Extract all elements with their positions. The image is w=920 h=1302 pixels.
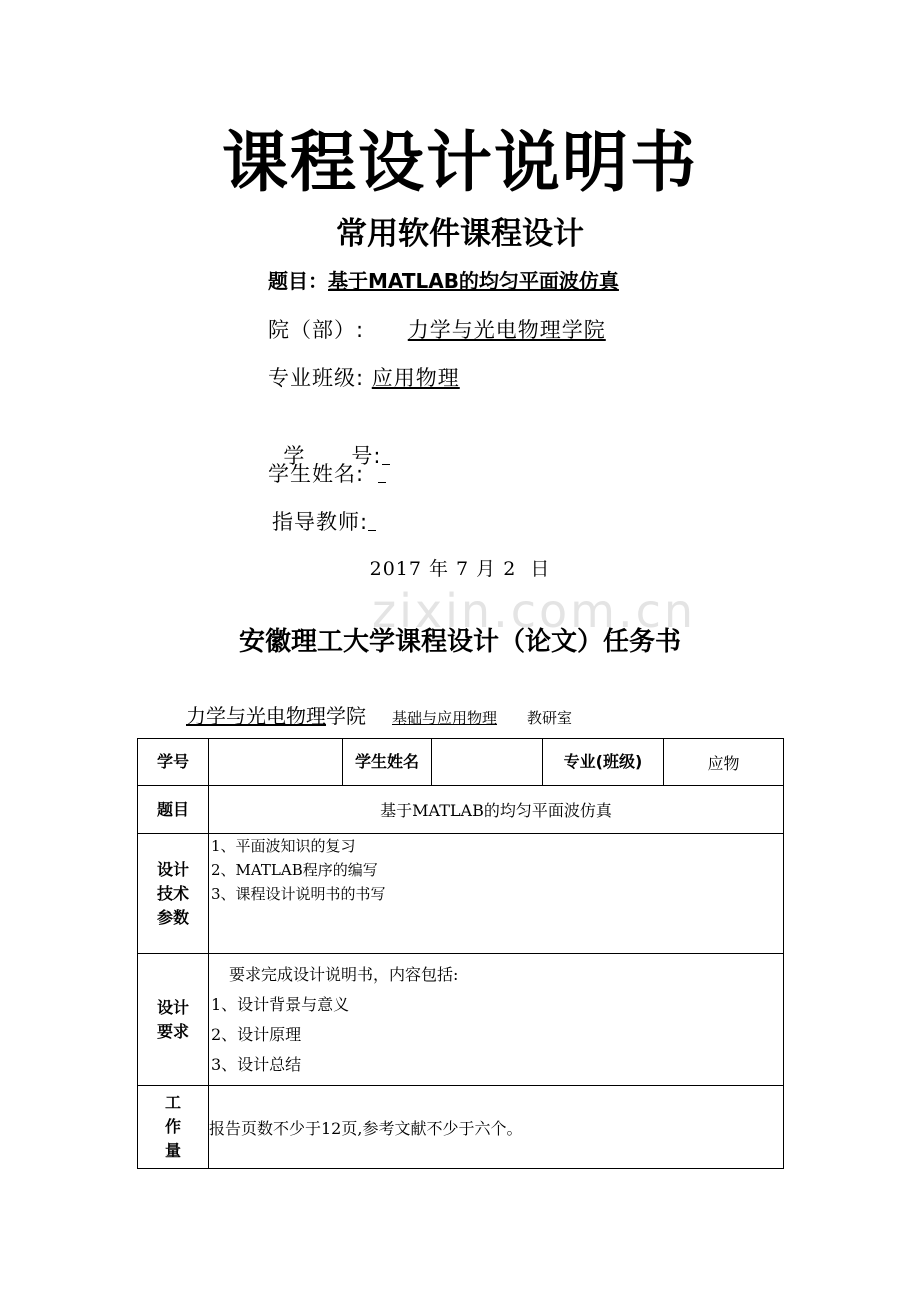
table-row bbox=[138, 786, 784, 834]
department-row bbox=[268, 315, 606, 345]
workload-header-line: 量 bbox=[164, 1141, 181, 1160]
topic-header: 题目 bbox=[138, 786, 209, 834]
office-suffix: 教研室 bbox=[527, 709, 573, 727]
teacher-blank[interactable] bbox=[368, 510, 376, 531]
course-name: 常用软件课程设计 bbox=[336, 216, 584, 252]
task-book-title: 安徽理工大学课程设计（论文）任务书 bbox=[238, 627, 681, 657]
watermark: zixin.com.cn bbox=[372, 584, 697, 638]
student-name-cell[interactable] bbox=[432, 739, 543, 786]
list-item: 3、设计总结 bbox=[211, 1054, 302, 1074]
student-id-header: 学号 bbox=[138, 739, 209, 786]
table-row bbox=[138, 1086, 784, 1169]
department-value: 力学与光电物理学院 bbox=[407, 318, 606, 342]
requirements-header bbox=[138, 954, 209, 1086]
params-header-line: 参数 bbox=[156, 907, 189, 927]
teacher-label: 指导教师: bbox=[272, 510, 369, 534]
document-date: 2017 年 7 月 2 日 bbox=[369, 558, 551, 580]
student-name-blank[interactable] bbox=[378, 462, 386, 483]
requirements-intro: 要求完成设计说明书，内容包括: bbox=[229, 964, 459, 984]
teacher-row bbox=[272, 507, 376, 537]
major-header: 专业(班级) bbox=[543, 739, 664, 786]
class-label: 专业班级: bbox=[268, 366, 365, 390]
department-line bbox=[186, 701, 572, 733]
student-name-header: 学生姓名 bbox=[343, 739, 432, 786]
topic-label: 题目： bbox=[268, 269, 328, 293]
table-row bbox=[138, 834, 784, 954]
requirements-cell bbox=[209, 954, 784, 1086]
list-item: 2、设计原理 bbox=[211, 1024, 302, 1044]
params-header-line: 技术 bbox=[156, 883, 189, 903]
list-item: 2、MATLAB程序的编写 bbox=[211, 861, 378, 879]
college-name: 力学与光电物理 bbox=[186, 704, 326, 728]
workload-header-line: 工 bbox=[164, 1093, 181, 1112]
topic-line bbox=[268, 266, 619, 296]
params-cell bbox=[209, 834, 784, 954]
params-header-line: 设计 bbox=[156, 859, 189, 879]
workload-header-line: 作 bbox=[164, 1117, 181, 1136]
table-row bbox=[138, 954, 784, 1086]
document-title: 课程设计说明书 bbox=[222, 124, 698, 201]
list-item: 3、课程设计说明书的书写 bbox=[211, 885, 386, 903]
department-label: 院（部）: bbox=[268, 318, 365, 342]
table-row bbox=[138, 739, 784, 786]
topic-cell: 基于MATLAB的均匀平面波仿真 bbox=[209, 786, 784, 834]
workload-cell: 报告页数不少于12页,参考文献不少于六个。 bbox=[209, 1086, 784, 1169]
topic-value: 基于MATLAB的均匀平面波仿真 bbox=[328, 269, 619, 293]
student-name-label: 学生姓名: bbox=[268, 462, 365, 486]
list-item: 1、设计背景与意义 bbox=[211, 994, 350, 1014]
student-id-cell[interactable] bbox=[209, 739, 343, 786]
requirements-header-line: 要求 bbox=[156, 1021, 189, 1041]
class-value: 应用物理 bbox=[371, 366, 460, 390]
list-item: 1、平面波知识的复习 bbox=[211, 837, 356, 855]
workload-header bbox=[138, 1086, 209, 1169]
major-cell: 应物 bbox=[664, 739, 784, 786]
student-name-row bbox=[268, 459, 386, 489]
student-id-label: 学 号: bbox=[283, 444, 382, 468]
params-header bbox=[138, 834, 209, 954]
class-row bbox=[268, 363, 460, 393]
college-suffix: 学院 bbox=[326, 704, 366, 728]
requirements-header-line: 设计 bbox=[156, 997, 189, 1017]
task-table bbox=[137, 738, 784, 1169]
office-name: 基础与应用物理 bbox=[392, 709, 498, 727]
